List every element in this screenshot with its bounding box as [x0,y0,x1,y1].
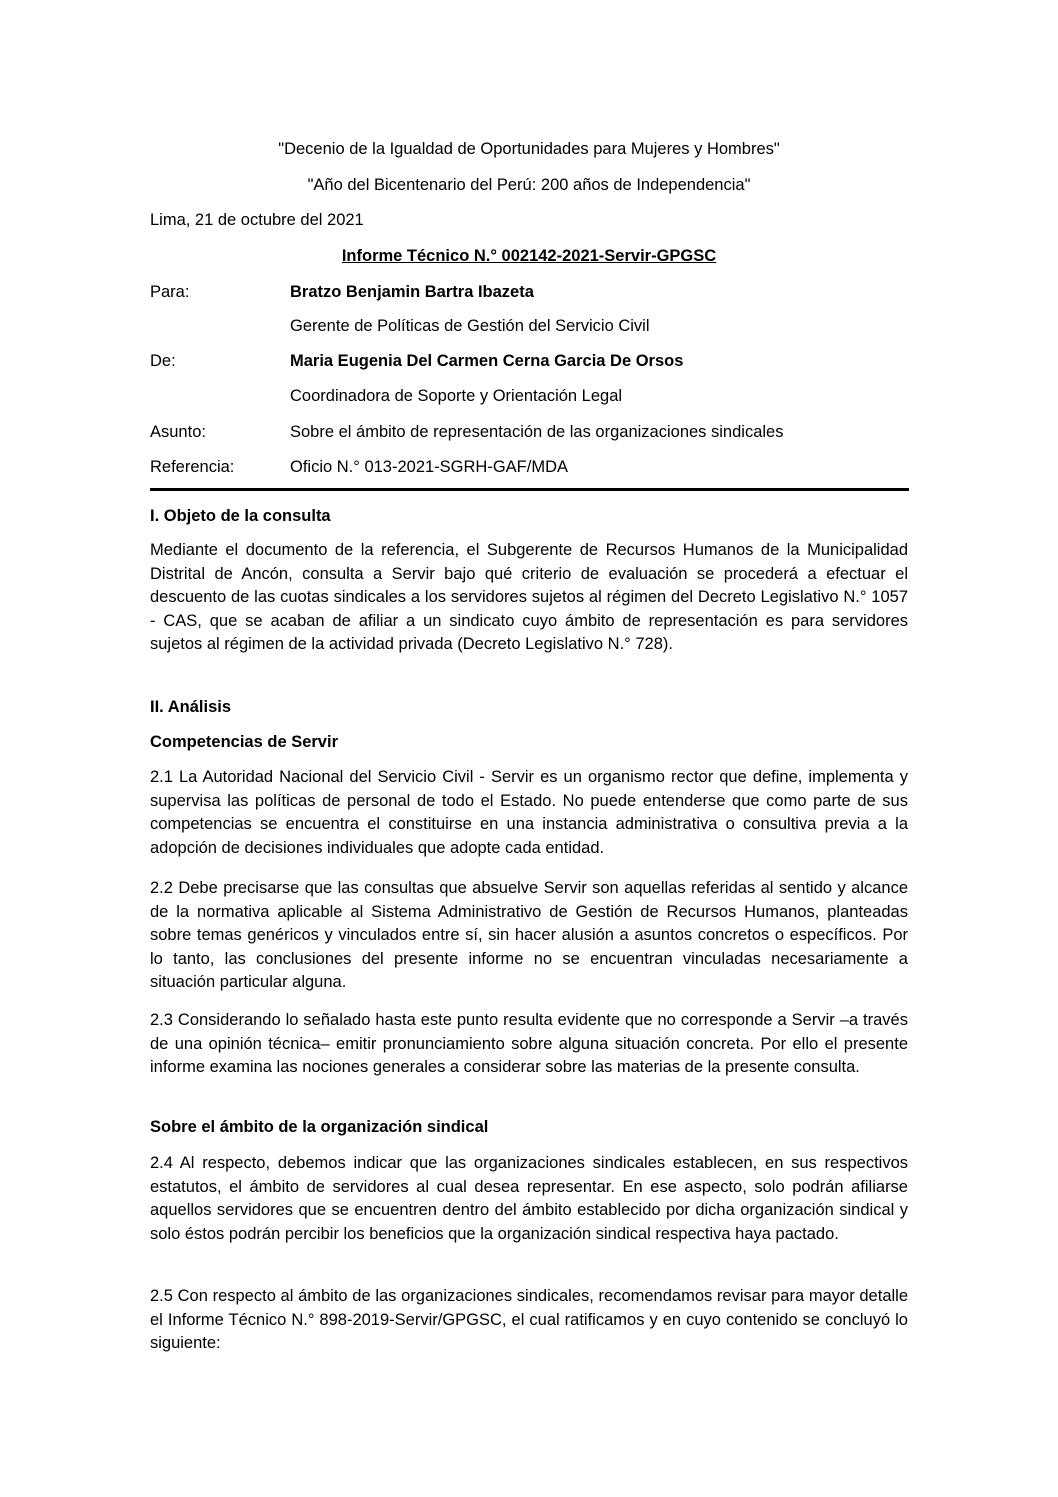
section-1-paragraph: Mediante el documento de la referencia, el Subgerente de Recursos Humanos de la Municipalidad Distrital de Ancón, consulta a Servir bajo qué criterio de evaluación se procederá a efectuar el descuento de las cuotas sindicales a los servidores sujetos al régimen del Decreto Legislativo N.° 1057 - CAS, que se acaban de afiliar a un sindicato cuyo ámbito de representación es para servidores sujetos al régimen de la actividad privada (Decreto Legislativo N.° 728). [150,541,908,653]
reference-label: Referencia: [150,458,235,476]
to-name: Bratzo Benjamin Bartra Ibazeta [290,283,534,301]
section-2-heading: II. Análisis [150,698,232,716]
header-divider [150,488,909,491]
paragraph-2-1: 2.1 La Autoridad Nacional del Servicio Civil - Servir es un organismo rector que define, implementa y supervisa las políticas de personal de todo el Estado. No puede entenderse que como parte de sus competencias se encuentra el constituirse en una instancia administrativa o consultiva previa a la adopción de decisiones individuales que adopte cada entidad. [150,768,908,857]
subheading-ambito: Sobre el ámbito de la organización sindical [150,1118,489,1136]
paragraph-2-2: 2.2 Debe precisarse que las consultas que absuelve Servir son aquellas referidas al sentido y alcance de la normativa aplicable al Sistema Administrativo de Gestión de Recursos Humanos, planteadas sobre temas genéricos y vinculados entre sí, sin hacer alusión a asuntos concretos o específicos. Por lo tanto, las conclusiones del presente informe no se encuentran vinculadas necesariamente a situación particular alguna. [150,879,908,991]
from-role: Coordinadora de Soporte y Orientación Legal [290,387,623,405]
subject-text: Sobre el ámbito de representación de las organizaciones sindicales [290,423,784,441]
from-name: Maria Eugenia Del Carmen Cerna Garcia De Orsos [290,352,684,370]
paragraph-2-4: 2.4 Al respecto, debemos indicar que las organizaciones sindicales establecen, en sus respectivos estatutos, el ámbito de servidores al cual desea representar. En ese aspecto, solo podrán afiliarse aquellos servidores que se encuentren dentro del ámbito establecido por dicha organización sindical y solo éstos podrán percibir los beneficios que la organización sindical respectiva haya pactado. [150,1154,908,1243]
reference-text: Oficio N.° 013-2021-SGRH-GAF/MDA [290,458,569,476]
motto-decade: "Decenio de la Igualdad de Oportunidades para Mujeres y Hombres" [278,140,780,158]
paragraph-2-3: 2.3 Considerando lo señalado hasta este punto resulta evidente que no corresponde a Servir –a través de una opinión técnica– emitir pronunciamiento sobre alguna situación concreta. Por ello el presente informe examina las nociones generales a considerar sobre las materias de la presente consulta. [150,1011,908,1076]
subject-label: Asunto: [150,423,206,441]
subheading-competencias: Competencias de Servir [150,733,338,751]
section-1-heading: I. Objeto de la consulta [150,507,331,525]
paragraph-2-5: 2.5 Con respecto al ámbito de las organizaciones sindicales, recomendamos revisar para mayor detalle el Informe Técnico N.° 898-2019-Servir/GPGSC, el cual ratificamos y en cuyo contenido se concluyó lo siguiente: [150,1287,908,1352]
date-line: Lima, 21 de octubre del 2021 [150,211,364,229]
to-role: Gerente de Políticas de Gestión del Servicio Civil [290,317,650,335]
motto-year: "Año del Bicentenario del Perú: 200 años de Independencia" [307,176,751,194]
report-title: Informe Técnico N.° 002142-2021-Servir-GPGSC [341,247,717,265]
to-label: Para: [150,283,190,301]
from-label: De: [150,352,176,370]
